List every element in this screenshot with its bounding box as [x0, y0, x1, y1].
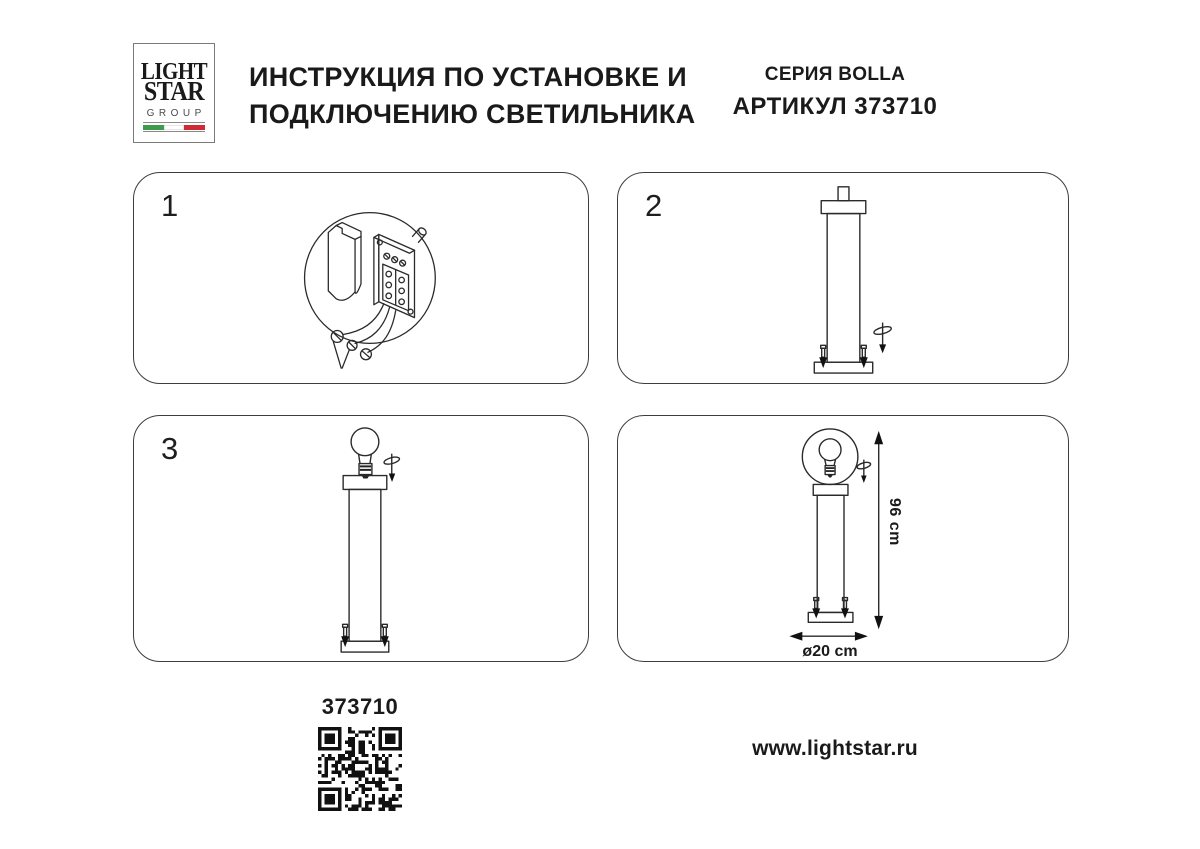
step-2-panel	[617, 172, 1069, 384]
rotation-arrow-icon	[873, 323, 892, 354]
mounting-screws	[812, 598, 849, 619]
height-dimension-label: 96 cm	[886, 498, 903, 546]
logo-text-star: STAR	[143, 77, 205, 107]
terminal-block	[374, 226, 428, 317]
rotation-arrow-icon	[856, 460, 871, 483]
italian-flag-stripe	[143, 122, 205, 132]
logo-text-light: LIGHT	[140, 57, 208, 85]
series-label: СЕРИЯ BOLLA	[764, 64, 906, 85]
cover-plate	[328, 223, 361, 301]
qr-code	[318, 727, 402, 811]
lightstar-logo	[133, 43, 215, 143]
logo-text-group: GROUP	[146, 108, 206, 119]
rotation-arrow-icon	[383, 454, 400, 482]
light-bulb	[351, 428, 379, 479]
bulb-install-drawing	[134, 416, 588, 661]
page-title	[249, 59, 695, 133]
dimensions-panel	[617, 415, 1069, 662]
wiring-diagram	[134, 173, 588, 383]
website-url: www.lightstar.ru	[752, 737, 918, 760]
product-info	[700, 64, 970, 121]
step-number: 1	[161, 188, 179, 223]
step-number: 3	[161, 431, 179, 466]
title-line-1: ИНСТРУКЦИЯ ПО УСТАНОВКЕ И	[249, 62, 687, 92]
glass-globe	[802, 429, 858, 485]
footer-article-number: 373710	[321, 694, 399, 719]
mounting-screws	[341, 624, 389, 647]
article-label: АРТИКУЛ 373710	[732, 93, 938, 120]
lamp-post-drawing	[618, 173, 1068, 383]
step-number: 2	[645, 188, 663, 223]
step-1-panel	[133, 172, 589, 384]
diameter-dimension-label: ø20 cm	[802, 643, 858, 660]
title-line-2: ПОДКЛЮЧЕНИЮ СВЕТИЛЬНИКА	[249, 99, 696, 129]
step-3-panel	[133, 415, 589, 662]
assembled-lamp-drawing	[618, 416, 1068, 661]
